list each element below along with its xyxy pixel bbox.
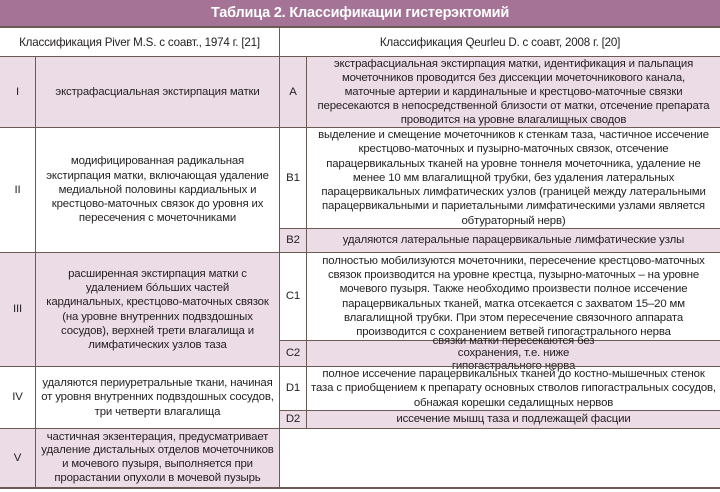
piver-desc-cell: удаляются периуретральные ткани, начиная от уровня внутренних подвздошных сосудов, три четверти влагалища: [36, 367, 280, 428]
piver-type-cell: IV: [0, 367, 36, 428]
querleu-desc-cell: иссечение мышц таза и подлежащей фасции: [307, 410, 720, 428]
piver-desc-cell: расширенная экстирпация матки с удалением бóльших частей кардинальных, крестцово-маточных связок (на уровне внутренних подвздошных сосудов), верхней трети влагалища и лимфатических узлов таза: [36, 253, 280, 366]
querleu-type-cell: B2: [280, 228, 307, 252]
querleu-desc-cell: удаляются латеральные парацервикальные лимфатические узлы: [307, 228, 720, 252]
piver-desc-cell: частичная экзентерация, предусматривает удаление дистальных отделов мочеточников и мочевого пузыря, выполняется при прорастании опухоли в мочевой пузырь: [36, 429, 280, 487]
column-header-querleu: Классификация Qeurleu D. с соавт, 2008 г. [20]: [379, 36, 621, 49]
table-title: Таблица 2. Классификации гистерэктомий: [0, 0, 720, 28]
querleu-type-cell: C1: [280, 253, 307, 340]
querleu-desc-cell: полностью мобилизуются мочеточники, пересечение крестцово-маточных связок производится на уровне крестца, пузырно-маточных – на уровне мочевого пузыря. Также необходимо произвести полное иссечение парацервикальных тканей, матка отсекается с захватом 15–20 мм влагалищной трубки. При этом пересечение связочного аппарата производится с сохранением ветвей гипогастрального нерва: [322, 254, 705, 338]
column-header-piver: Классификация Piver M.S. с соавт., 1974 г. [21]: [0, 28, 280, 57]
piver-type-cell: V: [0, 429, 36, 487]
piver-type-cell: III: [0, 253, 36, 366]
piver-type-cell: II: [0, 128, 36, 252]
querleu-desc-cell: полное иссечение парацервикальных тканей до костно-мышечных стенок таза с приобщением к препарату основных стволов гипогастральных сосудов, обнажая корешки седалищных нервов: [311, 368, 716, 409]
querleu-type-cell: B1: [280, 128, 307, 228]
empty-cell: [280, 429, 720, 487]
querleu-type-cell: D2: [280, 410, 307, 428]
querleu-desc-cell: связки матки пересекаются без сохранения, т.е. ниже гипогастрального нерва: [307, 340, 720, 366]
querleu-type-cell: C2: [280, 340, 307, 366]
piver-desc-cell: экстрафасциальная экстирпация матки: [36, 57, 280, 127]
table-bottom-border: [0, 487, 720, 489]
querleu-desc-cell: выделение и смещение мочеточников к стенкам таза, частичное иссечение крестцово-маточных и пузырно-маточных связок, отсечение парацервикальных тканей на уровне тоннеля мочеточника, удаление не менее 10 мм влагалищной трубки, без удаления латеральных парацервикальных лимфатических узлов (границей между латеральными парацервикальными и париетальными лимфатическими узлами является обтураторный нерв): [318, 129, 709, 227]
querleu-type-cell: D1: [280, 367, 307, 410]
piver-desc-cell: модифицированная радикальная экстирпация матки, включающая удаление медиальной половины кардиальных и крестцово-маточных связок до уровня их пересечения с мочеточниками: [36, 128, 280, 252]
querleu-desc-cell: экстрафасциальная экстирпация матки, идентификация и пальпация мочеточников проводится без диссекции мочеточникового канала, маточные артерии и кардинальные и крестцово-маточные связки пересекаются в непосредственной близости от матки, отсечение препарата проводится на уровне влагалищных сводов: [307, 57, 720, 127]
piver-type-cell: I: [0, 57, 36, 127]
querleu-type-cell: A: [280, 57, 307, 127]
